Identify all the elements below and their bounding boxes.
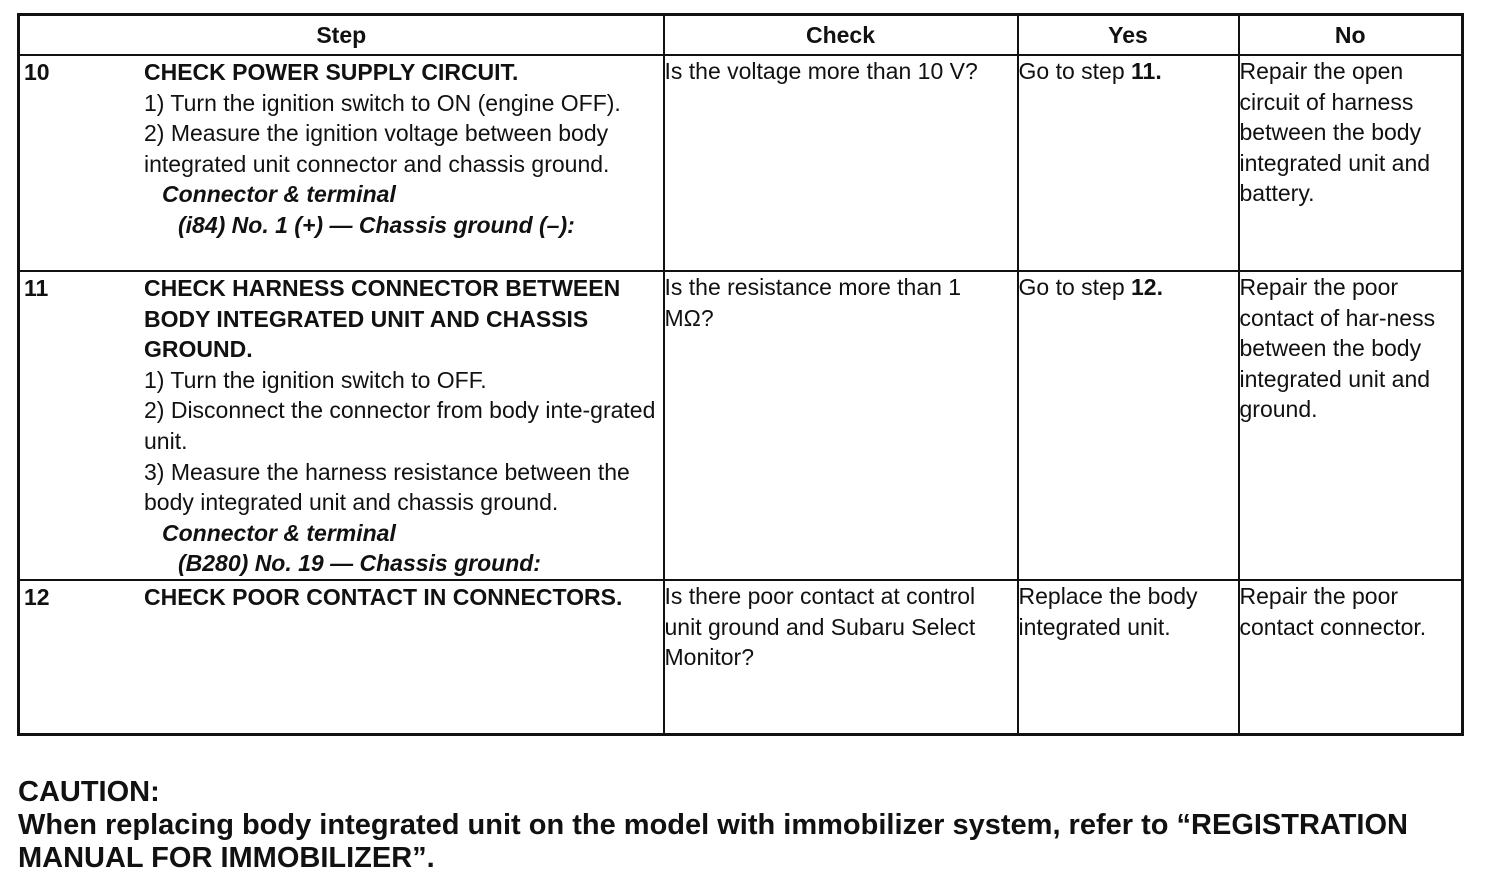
no-cell: Repair the open circuit of harness between the body integrated unit and battery. (1239, 55, 1463, 271)
table-row-step-12 (19, 580, 1463, 735)
step-body (144, 581, 663, 613)
caution-text: When replacing body integrated unit on the model with immobilizer system, refer to “REGISTRATION MANUAL FOR IMMOBILIZER”. (18, 809, 1408, 874)
caution-heading: CAUTION: (18, 776, 160, 808)
yes-prefix: Go to step (1018, 58, 1132, 84)
yes-cell: Replace the body integrated unit. (1018, 580, 1239, 735)
table-row-step-11 (19, 271, 1463, 580)
header-yes: Yes (1018, 15, 1239, 56)
step-instruction: 1) Turn the ignition switch to ON (engine OFF). (144, 89, 621, 116)
header-check: Check (664, 15, 1018, 56)
step-title: CHECK HARNESS CONNECTOR BETWEEN BODY INTEGRATED UNIT AND CHASSIS GROUND. (144, 275, 621, 363)
step-instruction: 2) Disconnect the connector from body inte-grated unit. (144, 397, 656, 454)
step-cell (19, 580, 664, 735)
step-body (144, 272, 663, 579)
yes-step-ref: 12. (1131, 274, 1163, 300)
step-body (144, 56, 663, 241)
header-step: Step (19, 15, 664, 56)
step-number: 10 (24, 59, 50, 85)
no-cell: Repair the poor contact connector. (1239, 580, 1463, 735)
connector-terminal-value: (i84) No. 1 (+) — Chassis ground (–): (178, 211, 575, 238)
check-cell: Is the voltage more than 10 V? (664, 55, 1018, 271)
step-number: 12 (24, 583, 50, 610)
step-number: 11 (24, 275, 49, 301)
table-row-step-10 (19, 55, 1463, 271)
yes-prefix: Go to step (1018, 274, 1132, 300)
step-cell (19, 271, 664, 580)
no-cell: Repair the poor contact of har-ness between the body integrated unit and ground. (1239, 271, 1463, 580)
yes-cell (1018, 55, 1239, 271)
caution-note (18, 776, 1488, 875)
table-header-row (19, 15, 1463, 56)
check-cell: Is the resistance more than 1 MΩ? (664, 271, 1018, 580)
yes-step-ref: 11. (1131, 58, 1162, 84)
step-instruction: 1) Turn the ignition switch to OFF. (144, 366, 487, 393)
step-instruction: 3) Measure the harness resistance between the body integrated unit and chassis ground. (144, 458, 630, 516)
connector-terminal-value: (B280) No. 19 — Chassis ground: (178, 550, 541, 577)
step-cell (19, 55, 664, 271)
step-instruction: 2) Measure the ignition voltage between body integrated unit connector and chassis ground. (144, 120, 610, 177)
header-no: No (1239, 15, 1463, 56)
connector-terminal-label: Connector & terminal (162, 181, 396, 208)
yes-cell (1018, 271, 1239, 580)
step-title: CHECK POOR CONTACT IN CONNECTORS. (144, 583, 623, 610)
diagnostic-procedure-table (17, 13, 1464, 736)
connector-terminal-label: Connector & terminal (162, 519, 396, 546)
check-cell: Is there poor contact at control unit ground and Subaru Select Monitor? (664, 580, 1018, 735)
step-title: CHECK POWER SUPPLY CIRCUIT. (144, 59, 519, 85)
